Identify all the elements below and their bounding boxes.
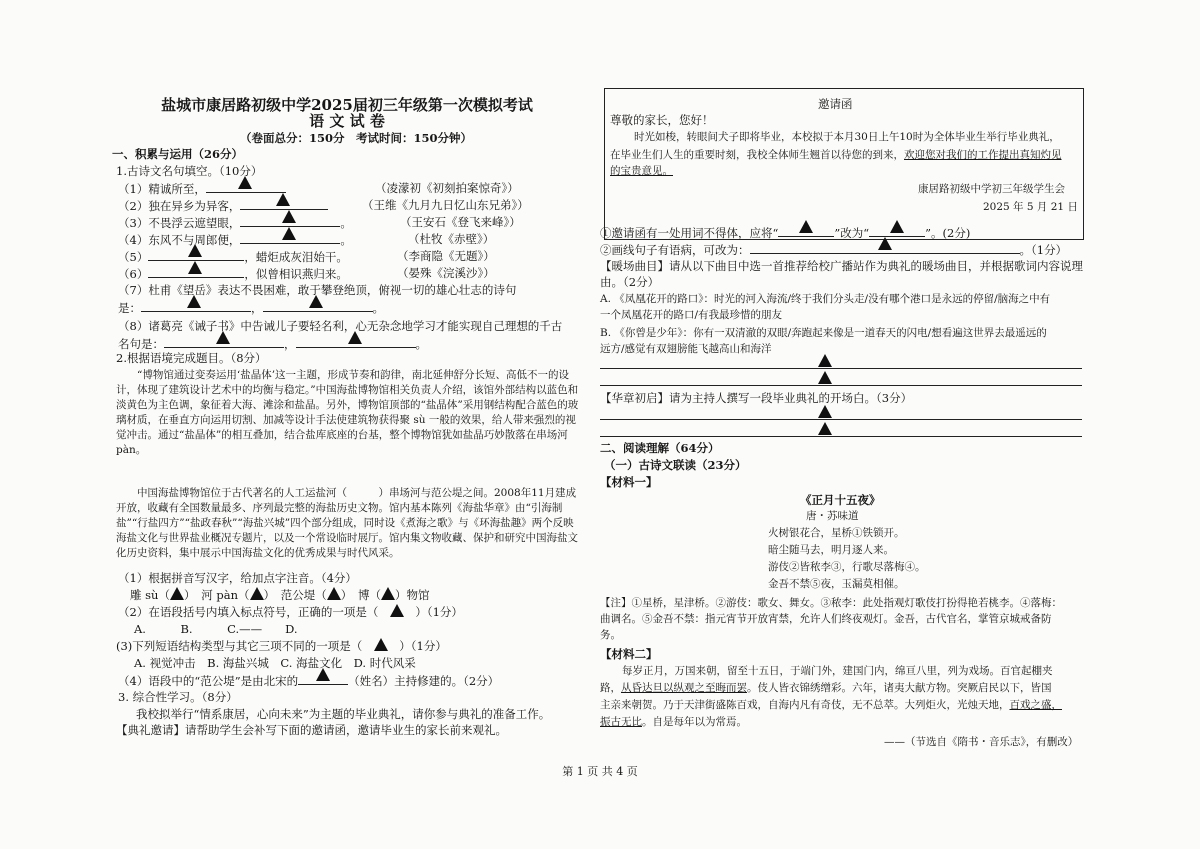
q2-heading: 2.根据语境完成题目。（8分） <box>116 351 267 365</box>
q2-sub2: （2）在语段括号内填入标点符号，正确的一项是（ ）（1分） <box>118 605 463 619</box>
q3-heading: 3. 综合性学习。（8分） <box>118 690 238 704</box>
open-heading: 【华章初启】请为主持人撰写一段毕业典礼的开场白。（3分） <box>600 391 913 405</box>
q2-sub3: (3)下列短语结构类型与其它三项不同的一项是（ ）（1分） <box>116 639 447 653</box>
invitation-sign: 康居路初级中学初三年级学生会 <box>918 183 1065 195</box>
answer-blank[interactable] <box>263 299 373 312</box>
q2-passage-1: “博物馆通过变奏运用‘盐晶体’这一主题，形成节奏和韵律，南北延伸舒分长短、高低不一的设计，体现了建筑设计艺术中的均衡与稳定。”中国海盐博物馆相关负责人介绍，该馆外部结构以蓝色和淡黄色为主色调，象征着大海、滩涂和盐晶。另外，博物馆顶部的“盐晶体”采用钢结构配合蓝色的玻璃材质，在垂直方向运用切割、加减等设计手法使建筑物获得聚 sù 一般的效果，给人带来强烈的视觉冲击。通过“盐晶体”的相互叠加，结合盐库底座的台基，整个博物馆犹如盐晶巧妙散落在串场河 pàn。 <box>116 369 579 456</box>
q3-para-1: 我校拟举行“情系康居，心向未来”为主题的毕业典礼，请你参与典礼的准备工作。 <box>136 707 551 721</box>
q2-sub3-options: A. 视觉冲击 B. 海盐兴城 C. 海盐文化 D. 时代风采 <box>134 656 416 670</box>
page-number: 第 1 页 共 4 页 <box>562 765 638 778</box>
answer-blank[interactable] <box>141 299 251 312</box>
answer-blank[interactable] <box>298 672 348 685</box>
answer-line[interactable] <box>600 368 1082 369</box>
q1-line-1: （1）精诚所至， <box>118 180 286 197</box>
answer-slot[interactable] <box>327 587 341 600</box>
invitation-greeting: 尊敬的家长，您好！ <box>610 113 714 127</box>
q1-source-6: （晏殊《浣溪沙》） <box>397 266 495 280</box>
answer-line[interactable] <box>600 436 1082 437</box>
exam-title: 盐城市康居路初级中学2025届初三年级第一次模拟考试 <box>161 96 533 114</box>
answer-slot[interactable] <box>374 638 388 651</box>
material-2-source: ——（节选自《隋书・音乐志》，有删改） <box>884 736 1079 748</box>
q1-line-2: （2）独在异乡为异客， <box>118 197 328 214</box>
q2-passage-2: 中国海盐博物馆位于古代著名的人工运盐河（ ）串场河与范公堤之间。2008年11月建成开放，收藏有全国数量最多、序列最完整的海盐历史文物。馆内基本陈列《海盐华章》由“引海制盐”“行盐四方”“盐政春秋”“海盐兴城”四个部分组成，同时设《煮海之歌》与《环海盐趣》两个反映海盐文化与世界盐业概况专题片，以及一个常设临时展厅。馆内集文物收藏、保护和研究中国海盐文化历史资料，集中展示中国海盐文化的优秀成果与时代风采。 <box>116 487 578 559</box>
q1-line-8b: 名句是： ， 。 <box>118 335 427 352</box>
answer-marker <box>818 422 832 435</box>
poem-note-1: 【注】①星桥，星津桥。②游伎：歌女、舞女。③秾李：此处指观灯歌伎打扮得艳若桃李。④落梅： <box>600 597 1062 609</box>
answer-blank[interactable] <box>206 180 286 193</box>
answer-marker <box>818 405 832 418</box>
material-2-line-3: 主亲来朝贺。乃于天津街盛陈百戏，自海内凡有奇伎，无不总萃。大列炬火，光烛天地，百戏之盛， <box>600 699 1062 711</box>
answer-blank[interactable] <box>148 248 244 261</box>
material-2-label: 【材料二】 <box>600 647 658 661</box>
r2-question: ②画线句子有语病，可改为： 。（1分） <box>600 241 1067 258</box>
exam-subtitle: 语 文 试 卷 <box>309 112 385 130</box>
q1-heading: 1.古诗文名句填空。（10分） <box>116 164 263 178</box>
answer-blank[interactable] <box>296 335 416 348</box>
q2-sub4: （4）语段中的“范公堤”是由北宋的 （姓名）主持修建的。（2分） <box>118 672 499 689</box>
q1-line-8: （8）诸葛亮《诫子书》中告诫儿子要轻名利，心无杂念地学习才能实现自己理想的千古 <box>118 319 563 333</box>
song-option-b-2: 远方/感觉有双翅膀能飞越高山和海洋 <box>600 343 772 355</box>
poem-title: 《正月十五夜》 <box>800 493 881 507</box>
material-2-line-1: 每岁正月，万国来朝，留至十五日，于端门外，建国门内，绵亘八里，列为戏场。百官起棚夹 <box>622 665 1053 677</box>
q1-line-5: （5） ，蜡炬成灰泪始干。 <box>118 248 348 265</box>
song-option-a-1: A. 《凤凰花开的路口》：时光的河入海流/终于我们分头走/没有哪个港口是永远的停留/脑海之中有 <box>600 293 1051 305</box>
q1-source-1: （凌濛初《初刻拍案惊奇》） <box>375 181 519 195</box>
song-heading: 【暖场曲目】请从以下曲目中选一首推荐给校广播站作为典礼的暖场曲目，并根据歌词内容说理由。（2分） <box>600 259 1083 289</box>
material-2-line-4: 振古无比。自是每年以为常焉。 <box>600 716 747 728</box>
section1-heading: 一、积累与运用（26分） <box>112 147 244 161</box>
material-2-line-2: 路，从昏达旦以纵观之至晦而罢。伎人皆衣锦绣缯彩。六年，诸夷大献方物。突厥启民以下，皆国 <box>600 682 1052 694</box>
q1-line-7b: 是： ， 。 <box>118 299 384 316</box>
q1-line-4: （4）东风不与周郎便， 。 <box>118 231 352 248</box>
section2-heading: 二、阅读理解（64分） <box>600 441 720 455</box>
answer-marker <box>818 354 832 367</box>
q1-source-4: （杜牧《赤壁》） <box>408 232 495 246</box>
poem-line-2: 暗尘随马去，明月逐人来。 <box>768 544 894 556</box>
poem-note-3: 务。 <box>600 629 621 641</box>
answer-slot[interactable] <box>250 587 264 600</box>
q1-line-7: （7）杜甫《望岳》表达不畏困难，敢于攀登绝顶，俯视一切的雄心壮志的诗句 <box>118 283 517 297</box>
answer-slot[interactable] <box>381 587 395 600</box>
poem-author: 唐・苏味道 <box>806 510 859 522</box>
exam-meta: （卷面总分：150分 考试时间：150分钟） <box>240 131 473 145</box>
q2-sub1: （1）根据拼音写汉字，给加点字注音。（4分） <box>118 571 357 585</box>
section2-sub: （一）古诗文联读（23分） <box>604 458 747 472</box>
answer-blank[interactable] <box>164 335 284 348</box>
answer-slot[interactable] <box>170 587 184 600</box>
song-option-b-1: B. 《你曾是少年》：你有一双清澈的双眼/奔跑起来像是一道春天的闪电/想看遍这世界去最遥远的 <box>600 327 1047 339</box>
invitation-date: 2025 年 5 月 21 日 <box>983 201 1078 213</box>
answer-blank[interactable] <box>240 197 328 210</box>
q1-line-3: （3）不畏浮云遮望眼， 。 <box>118 214 352 231</box>
material-1-label: 【材料一】 <box>600 475 658 489</box>
poem-line-3: 游伎②皆秾李③，行歌尽落梅④。 <box>768 561 926 573</box>
q2-sub2-options: A. B. C.—— D. <box>134 622 298 636</box>
answer-blank[interactable] <box>240 214 340 227</box>
r1-question: ①邀请函有一处用词不得体，应将“ ”改为“ ”。(2分) <box>600 224 970 241</box>
song-option-a-2: 一个凤凰花开的路口/有我最珍惜的朋友 <box>600 309 783 321</box>
poem-note-2: 曲调名。⑤金吾不禁：指元宵节开放宵禁，允许人们终夜观灯。金吾，古代官名，掌管京城戒备防 <box>600 613 1052 625</box>
q3-para-2: 【典礼邀请】请帮助学生会补写下面的邀请函，邀请毕业生的家长前来观礼。 <box>116 723 507 737</box>
answer-blank[interactable] <box>148 265 244 278</box>
answer-blank[interactable] <box>869 224 925 237</box>
answer-line[interactable] <box>600 385 1082 386</box>
q1-source-3: （王安石《登飞来峰》） <box>400 215 521 229</box>
answer-slot[interactable] <box>390 604 404 617</box>
q1-source-5: （李商隐《无题》） <box>397 249 495 263</box>
invitation-body-2: 在毕业生们人生的重要时刻，我校全体师生翘首以待您的到来，欢迎您对我们的工作提出真知灼见 <box>610 149 1062 161</box>
answer-blank[interactable] <box>778 224 834 237</box>
answer-blank[interactable] <box>240 231 340 244</box>
poem-line-1: 火树银花合，星桥①铁锁开。 <box>768 527 905 539</box>
q1-source-2: （王维《九月九日忆山东兄弟》） <box>362 198 529 212</box>
underlined-sentence: 欢迎您对我们的工作提出真知灼见 <box>904 149 1062 161</box>
q2-sub1-answers: 雕 sù（ ） 河 pàn（ ） 范公堤（ ） 博（ ）物馆 <box>130 588 430 602</box>
answer-line[interactable] <box>600 419 1082 420</box>
invitation-body-1: 时光如梭，转眼间犬子即将毕业，本校拟于本月30日上午10时为全体毕业生举行毕业典礼， <box>634 131 1060 143</box>
poem-line-4: 金吾不禁⑤夜，玉漏莫相催。 <box>768 578 905 590</box>
answer-marker <box>818 371 832 384</box>
answer-blank[interactable] <box>750 241 1020 254</box>
q1-line-6: （6） ，似曾相识燕归来。 <box>118 265 348 282</box>
invitation-title: 邀请函 <box>818 97 853 111</box>
invitation-body-3: 的宝贵意见。 <box>610 165 673 177</box>
